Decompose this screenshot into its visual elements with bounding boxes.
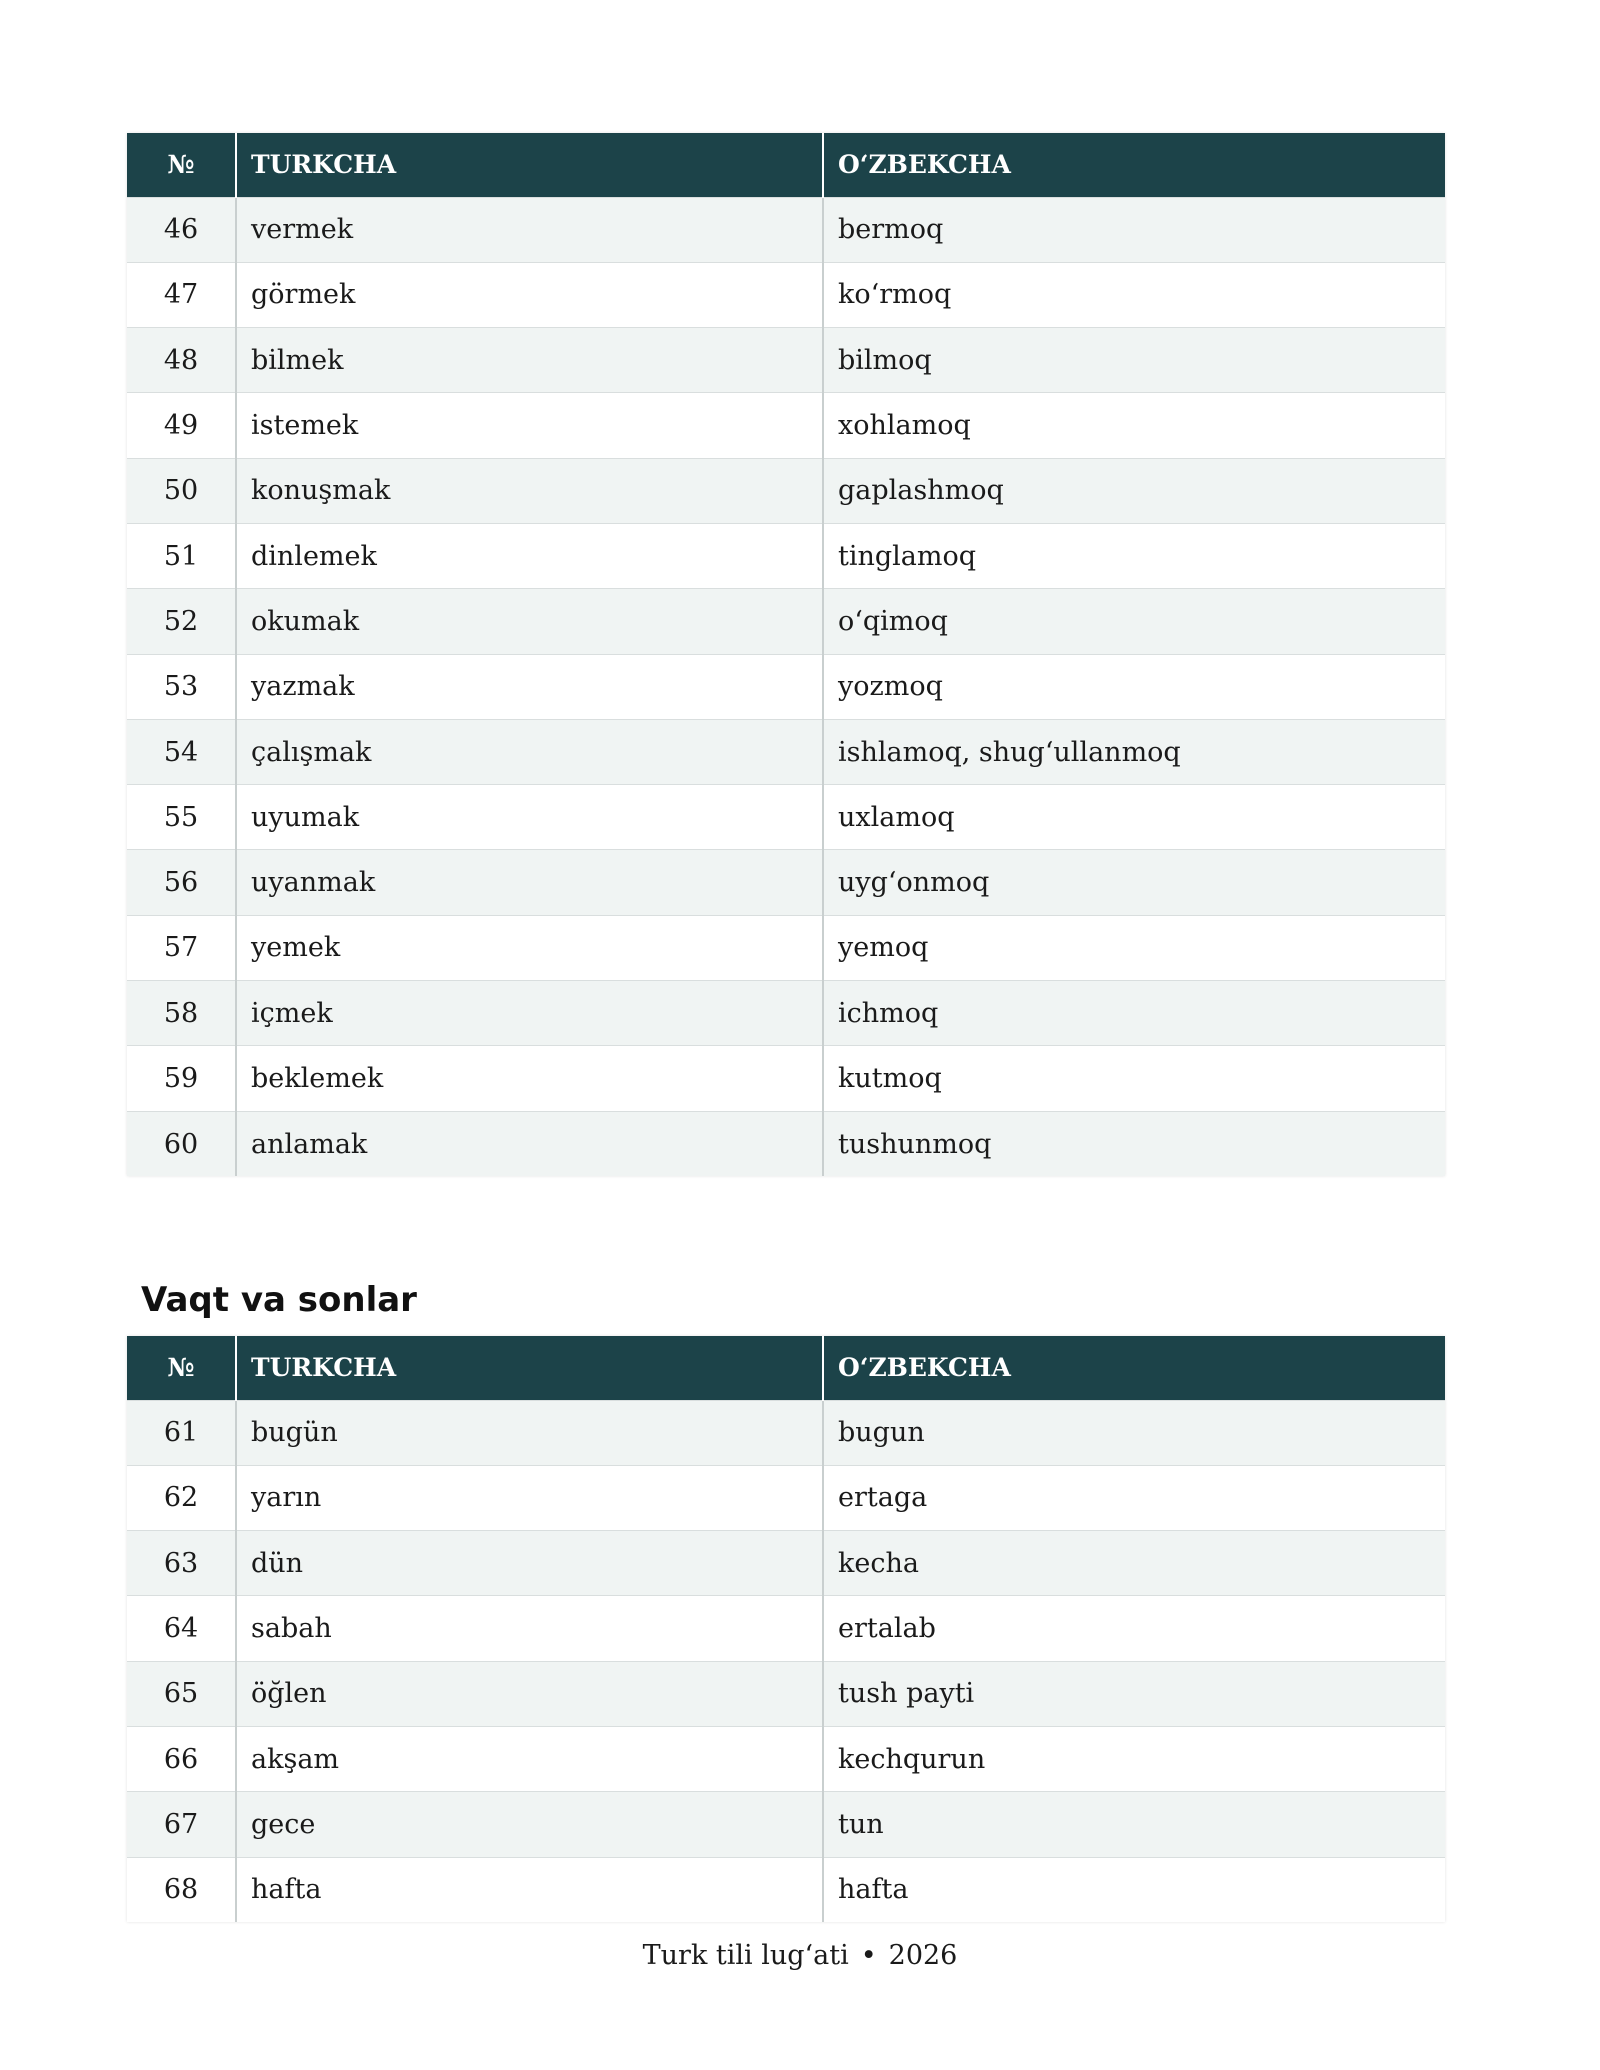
table-body — [127, 1400, 1445, 1922]
turkish-word: dinlemek — [236, 523, 823, 588]
uzbek-word: ertalab — [823, 1596, 1445, 1661]
table-row — [127, 1726, 1445, 1791]
row-number: 54 — [127, 719, 236, 784]
column-header-number: № — [127, 1336, 236, 1400]
table-row — [127, 1465, 1445, 1530]
uzbek-word: kechqurun — [823, 1726, 1445, 1791]
turkish-word: yazmak — [236, 654, 823, 719]
uzbek-word: gaplashmoq — [823, 458, 1445, 523]
uzbek-word: uyg‘onmoq — [823, 850, 1445, 915]
column-header-uzbek: O‘ZBEKCHA — [823, 133, 1445, 197]
table-row — [127, 197, 1445, 262]
uzbek-word: tush payti — [823, 1661, 1445, 1726]
uzbek-word: uxlamoq — [823, 785, 1445, 850]
row-number: 68 — [127, 1857, 236, 1922]
turkish-word: öğlen — [236, 1661, 823, 1726]
uzbek-word: hafta — [823, 1857, 1445, 1922]
table-row — [127, 1661, 1445, 1726]
turkish-word: bugün — [236, 1400, 823, 1465]
row-number: 57 — [127, 915, 236, 980]
table-row — [127, 915, 1445, 980]
turkish-word: uyanmak — [236, 850, 823, 915]
row-number: 50 — [127, 458, 236, 523]
row-number: 53 — [127, 654, 236, 719]
turkish-word: hafta — [236, 1857, 823, 1922]
row-number: 64 — [127, 1596, 236, 1661]
table-row — [127, 1531, 1445, 1596]
table-row — [127, 523, 1445, 588]
table-body — [127, 197, 1445, 1176]
turkish-word: içmek — [236, 981, 823, 1046]
turkish-word: görmek — [236, 262, 823, 327]
vocabulary-table-verbs — [127, 133, 1445, 1176]
table-row — [127, 1792, 1445, 1857]
section-title: Vaqt va sonlar — [141, 1280, 417, 1320]
footer-separator: • — [860, 1940, 877, 1971]
turkish-word: bilmek — [236, 328, 823, 393]
row-number: 46 — [127, 197, 236, 262]
uzbek-word: bugun — [823, 1400, 1445, 1465]
uzbek-word: tushunmoq — [823, 1111, 1445, 1176]
uzbek-word: kecha — [823, 1531, 1445, 1596]
uzbek-word: bilmoq — [823, 328, 1445, 393]
turkish-word: vermek — [236, 197, 823, 262]
turkish-word: beklemek — [236, 1046, 823, 1111]
table-row — [127, 589, 1445, 654]
turkish-word: konuşmak — [236, 458, 823, 523]
turkish-word: uyumak — [236, 785, 823, 850]
table-row — [127, 850, 1445, 915]
turkish-word: yarın — [236, 1465, 823, 1530]
turkish-word: okumak — [236, 589, 823, 654]
turkish-word: sabah — [236, 1596, 823, 1661]
row-number: 59 — [127, 1046, 236, 1111]
turkish-word: akşam — [236, 1726, 823, 1791]
turkish-word: çalışmak — [236, 719, 823, 784]
turkish-word: yemek — [236, 915, 823, 980]
uzbek-word: yozmoq — [823, 654, 1445, 719]
table-row — [127, 262, 1445, 327]
table-header-row — [127, 1336, 1445, 1400]
table-row — [127, 654, 1445, 719]
row-number: 66 — [127, 1726, 236, 1791]
table-row — [127, 1857, 1445, 1922]
uzbek-word: ishlamoq, shug‘ullanmoq — [823, 719, 1445, 784]
table-row — [127, 1111, 1445, 1176]
row-number: 51 — [127, 523, 236, 588]
uzbek-word: bermoq — [823, 197, 1445, 262]
table-row — [127, 719, 1445, 784]
table-row — [127, 458, 1445, 523]
column-header-uzbek: O‘ZBEKCHA — [823, 1336, 1445, 1400]
row-number: 65 — [127, 1661, 236, 1726]
row-number: 61 — [127, 1400, 236, 1465]
uzbek-word: ko‘rmoq — [823, 262, 1445, 327]
row-number: 60 — [127, 1111, 236, 1176]
page-footer — [0, 1940, 1600, 1971]
table-row — [127, 1596, 1445, 1661]
table-row — [127, 328, 1445, 393]
uzbek-word: xohlamoq — [823, 393, 1445, 458]
column-header-number: № — [127, 133, 236, 197]
uzbek-word: o‘qimoq — [823, 589, 1445, 654]
turkish-word: gece — [236, 1792, 823, 1857]
uzbek-word: kutmoq — [823, 1046, 1445, 1111]
uzbek-word: tinglamoq — [823, 523, 1445, 588]
table-row — [127, 981, 1445, 1046]
uzbek-word: yemoq — [823, 915, 1445, 980]
table-row — [127, 1046, 1445, 1111]
row-number: 52 — [127, 589, 236, 654]
column-header-turkish: TURKCHA — [236, 133, 823, 197]
row-number: 55 — [127, 785, 236, 850]
vocabulary-table-time — [127, 1336, 1445, 1922]
uzbek-word: ichmoq — [823, 981, 1445, 1046]
table-row — [127, 1400, 1445, 1465]
table-header-row — [127, 133, 1445, 197]
table-row — [127, 393, 1445, 458]
turkish-word: istemek — [236, 393, 823, 458]
row-number: 48 — [127, 328, 236, 393]
row-number: 58 — [127, 981, 236, 1046]
footer-year: 2026 — [888, 1940, 958, 1971]
uzbek-word: ertaga — [823, 1465, 1445, 1530]
turkish-word: anlamak — [236, 1111, 823, 1176]
table-row — [127, 785, 1445, 850]
row-number: 63 — [127, 1531, 236, 1596]
row-number: 47 — [127, 262, 236, 327]
row-number: 56 — [127, 850, 236, 915]
row-number: 62 — [127, 1465, 236, 1530]
column-header-turkish: TURKCHA — [236, 1336, 823, 1400]
row-number: 49 — [127, 393, 236, 458]
turkish-word: dün — [236, 1531, 823, 1596]
footer-title: Turk tili lug‘ati — [642, 1940, 849, 1971]
uzbek-word: tun — [823, 1792, 1445, 1857]
row-number: 67 — [127, 1792, 236, 1857]
